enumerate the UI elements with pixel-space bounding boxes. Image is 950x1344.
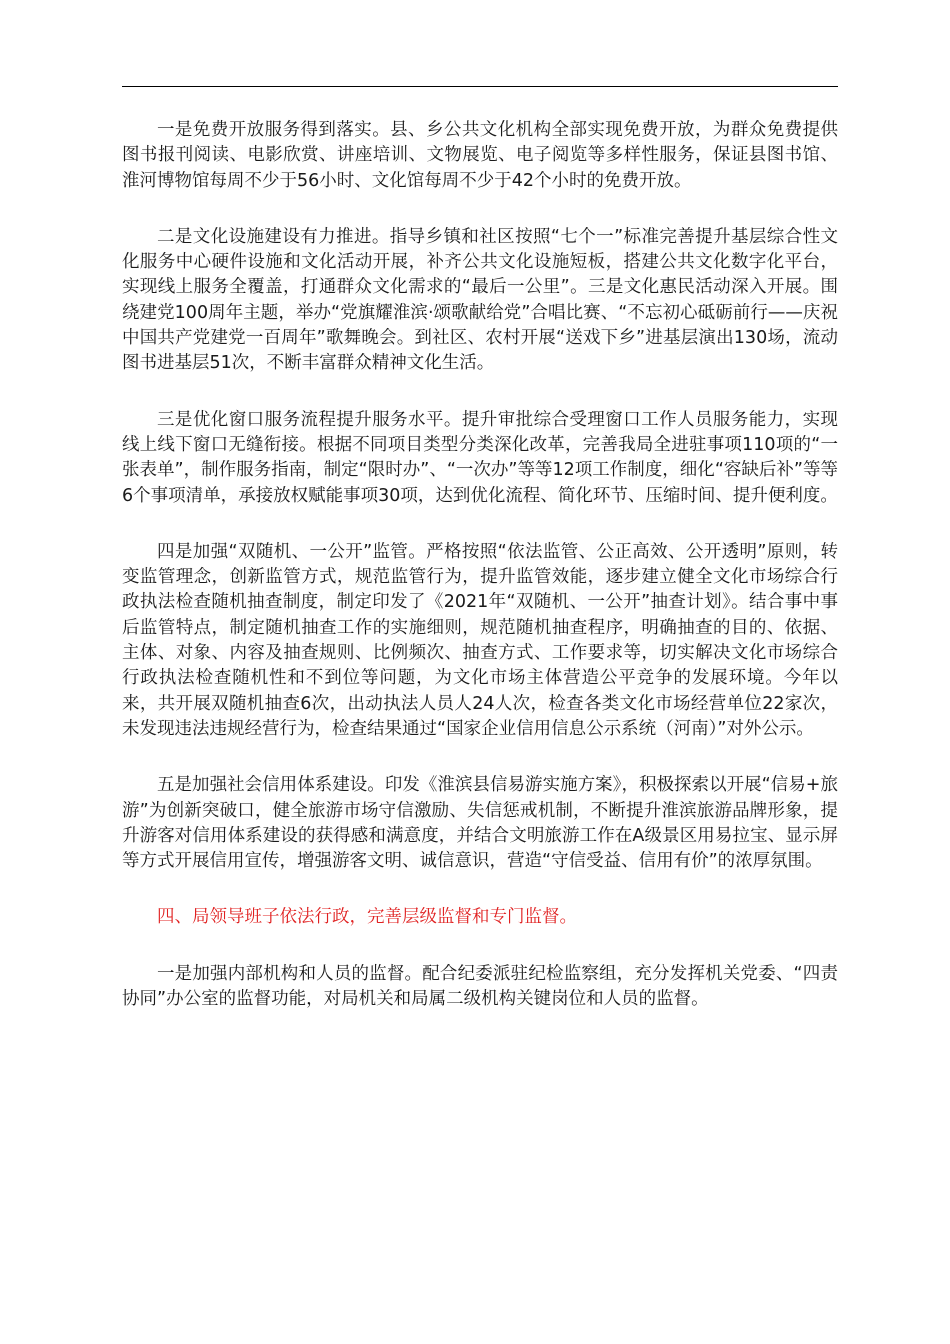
paragraph-double-random: 四是加强“双随机、一公开”监管。严格按照“依法监管、公正高效、公开透明”原则，转变监管理念，创新监管方式，规范监管行为，提升监管效能，逐步建立健全文化市场综合行政执法检查随机抽查制度，制定印发了《2021年“双随机、一公开”抽查计划》。结合事中事后监管特点，制定随机抽查工作的实施细则，规范随机抽查程序，明确抽查的目的、依据、主体、对象、内容及抽查规则、比例频次、抽查方式、工作要求等，切实解决文化市场综合行政执法检查随机性和不到位等问题，为文化市场主体营造公平竞争的发展环境。今年以来，共开展双随机抽查6次，出动执法人员人24人次，检查各类文化市场经营单位22家次，未发现违法违规经营行为，检查结果通过“国家企业信用信息公示系统（河南）”对外公示。 [122,541,838,739]
section-heading: 四、局领导班子依法行政，完善层级监督和专门监督。 [157,907,577,928]
header-rule [122,86,838,87]
document-body [122,118,838,1012]
paragraph-service-window: 三是优化窗口服务流程提升服务水平。提升审批综合受理窗口工作人员服务能力，实现线上线下窗口无缝衔接。根据不同项目类型分类深化改革，完善我局全进驻事项110项的“一张表单”，制作服务指南，制定“限时办”、“一次办”等等12项工作制度，细化“容缺后补”等等6个事项清单，承接放权赋能事项30项，达到优化流程、简化环节、压缩时间、提升便利度。 [122,409,838,506]
paragraph-facilities: 二是文化设施建设有力推进。指导乡镇和社区按照“七个一”标准完善提升基层综合性文化服务中心硬件设施和文化活动开展，补齐公共文化设施短板，搭建公共文化数字化平台，实现线上服务全覆盖，打通群众文化需求的“最后一公里”。三是文化惠民活动深入开展。围绕建党100周年主题，举办“党旗耀淮滨·颂歌献给党”合唱比赛、“不忘初心砥砺前行——庆祝中国共产党建党一百周年”歌舞晚会。到社区、农村开展“送戏下乡”进基层演出130场，流动图书进基层51次，不断丰富群众精神文化生活。 [122,226,838,374]
paragraph-free-opening: 一是免费开放服务得到落实。县、乡公共文化机构全部实现免费开放，为群众免费提供图书报刊阅读、电影欣赏、讲座培训、文物展览、电子阅览等多样性服务，保证县图书馆、淮河博物馆每周不少于56小时、文化馆每周不少于42个小时的免费开放。 [122,120,838,191]
paragraph-credit-system: 五是加强社会信用体系建设。印发《淮滨县信易游实施方案》，积极探索以开展“信易+旅游”为创新突破口，健全旅游市场守信激励、失信惩戒机制，不断提升淮滨旅游品牌形象，提升游客对信用体系建设的获得感和满意度，并结合文明旅游工作在A级景区用易拉宝、显示屏等方式开展信用宣传，增强游客文明、诚信意识，营造“守信受益、信用有价”的浓厚氛围。 [122,775,838,872]
paragraph-internal-supervision: 一是加强内部机构和人员的监督。配合纪委派驻纪检监察组，充分发挥机关党委、“四责协同”办公室的监督功能，对局机关和局属二级机构关键岗位和人员的监督。 [122,963,838,1010]
